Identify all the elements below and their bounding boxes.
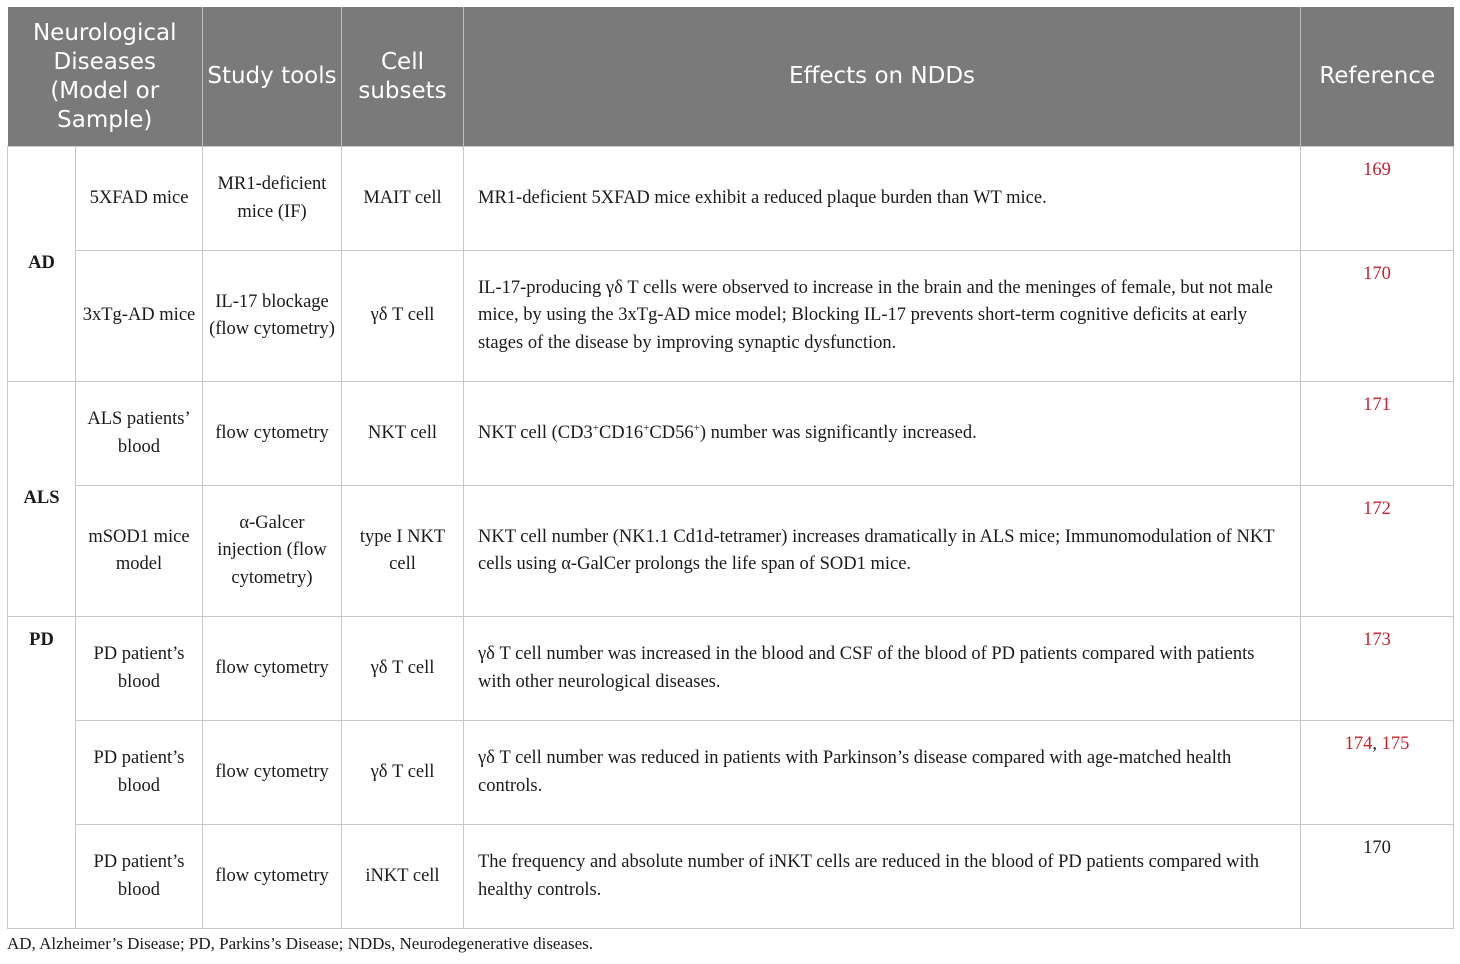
reference-link[interactable]: 174 [1344, 734, 1373, 754]
table-row [8, 382, 1454, 486]
model-cell: PD patient’s blood [76, 617, 203, 721]
model-cell: PD patient’s blood [76, 721, 203, 825]
group-als: ALS [8, 382, 76, 617]
effect-text-cd56: CD56 [649, 422, 694, 443]
tools-cell: IL-17 blockage (flow cytometry) [203, 251, 342, 382]
cells-cell: γδ T cell [342, 617, 464, 721]
effect-cell: MR1-deficient 5XFAD mice exhibit a reduced plaque burden than WT mice. [464, 147, 1301, 251]
table-row [8, 251, 1454, 382]
cells-cell: γδ T cell [342, 721, 464, 825]
group-ad: AD [8, 147, 76, 382]
effect-text-cd16: CD16 [598, 422, 644, 443]
table-row [8, 147, 1454, 251]
reference-cell [1301, 147, 1454, 251]
tools-cell: flow cytometry [203, 617, 342, 721]
header-disease: Neurological Diseases (Model or Sample) [8, 7, 203, 147]
header-tools: Study tools [203, 7, 342, 147]
table-row [8, 721, 1454, 825]
effect-cell: NKT cell number (NK1.1 Cd1d-tetramer) increases dramatically in ALS mice; Immunomodulation of NKT cells using α-GalCer prolongs the life span of SOD1 mice. [464, 486, 1301, 617]
header-row [8, 7, 1454, 147]
cells-cell: NKT cell [342, 382, 464, 486]
reference-cell [1301, 825, 1454, 929]
tools-cell: α-Galcer injection (flow cytometry) [203, 486, 342, 617]
reference-link[interactable]: 175 [1381, 734, 1410, 754]
effect-cell: IL-17-producing γδ T cells were observed to increase in the brain and the meninges of female, but not male mice, by using the 3xTg-AD mice model; Blocking IL-17 prevents short-term cognitive deficits at early stages of the disease by improving synaptic dysfunction. [464, 251, 1301, 382]
model-cell: 3xTg-AD mice [76, 251, 203, 382]
model-cell: mSOD1 mice model [76, 486, 203, 617]
table-row [8, 825, 1454, 929]
table-row [8, 617, 1454, 721]
table-container [7, 7, 1453, 929]
reference-cell [1301, 382, 1454, 486]
tools-cell: flow cytometry [203, 721, 342, 825]
reference-separator: , [1372, 734, 1382, 754]
reference-cell [1301, 251, 1454, 382]
effect-text-post: ) number was significantly increased. [699, 422, 977, 443]
header-effects: Effects on NDDs [464, 7, 1301, 147]
tools-cell: MR1-deficient mice (IF) [203, 147, 342, 251]
reference-cell [1301, 486, 1454, 617]
reference-link[interactable]: 171 [1363, 395, 1391, 415]
cells-cell: type I NKT cell [342, 486, 464, 617]
model-cell: PD patient’s blood [76, 825, 203, 929]
tools-cell: flow cytometry [203, 825, 342, 929]
header-cells: Cell subsets [342, 7, 464, 147]
superscript-plus: + [693, 421, 700, 434]
reference-link[interactable]: 170 [1363, 264, 1391, 284]
model-cell: 5XFAD mice [76, 147, 203, 251]
effect-cell: γδ T cell number was reduced in patients with Parkinson’s disease compared with age-matched health controls. [464, 721, 1301, 825]
model-cell: ALS patients’ blood [76, 382, 203, 486]
cells-cell: MAIT cell [342, 147, 464, 251]
header-reference: Reference [1301, 7, 1454, 147]
reference-cell [1301, 721, 1454, 825]
reference-link[interactable]: 169 [1363, 160, 1391, 180]
reference-text: 170 [1363, 838, 1391, 858]
reference-cell [1301, 617, 1454, 721]
cells-cell: iNKT cell [342, 825, 464, 929]
cells-cell: γδ T cell [342, 251, 464, 382]
effect-cell: γδ T cell number was increased in the blood and CSF of the blood of PD patients compared with patients with other neurological diseases. [464, 617, 1301, 721]
reference-link[interactable]: 172 [1363, 499, 1391, 519]
table-footnote: AD, Alzheimer’s Disease; PD, Parkins’s Disease; NDDs, Neurodegenerative diseases. [7, 934, 594, 953]
ndd-table [7, 7, 1454, 929]
table-row [8, 486, 1454, 617]
superscript-plus: + [643, 421, 650, 434]
group-pd: PD [8, 617, 76, 929]
effect-text-pre: NKT cell (CD3 [478, 422, 593, 443]
tools-cell: flow cytometry [203, 382, 342, 486]
reference-link[interactable]: 173 [1363, 630, 1391, 650]
effect-cell: The frequency and absolute number of iNKT cells are reduced in the blood of PD patients compared with healthy controls. [464, 825, 1301, 929]
superscript-plus: + [592, 421, 599, 434]
effect-cell [464, 382, 1301, 486]
